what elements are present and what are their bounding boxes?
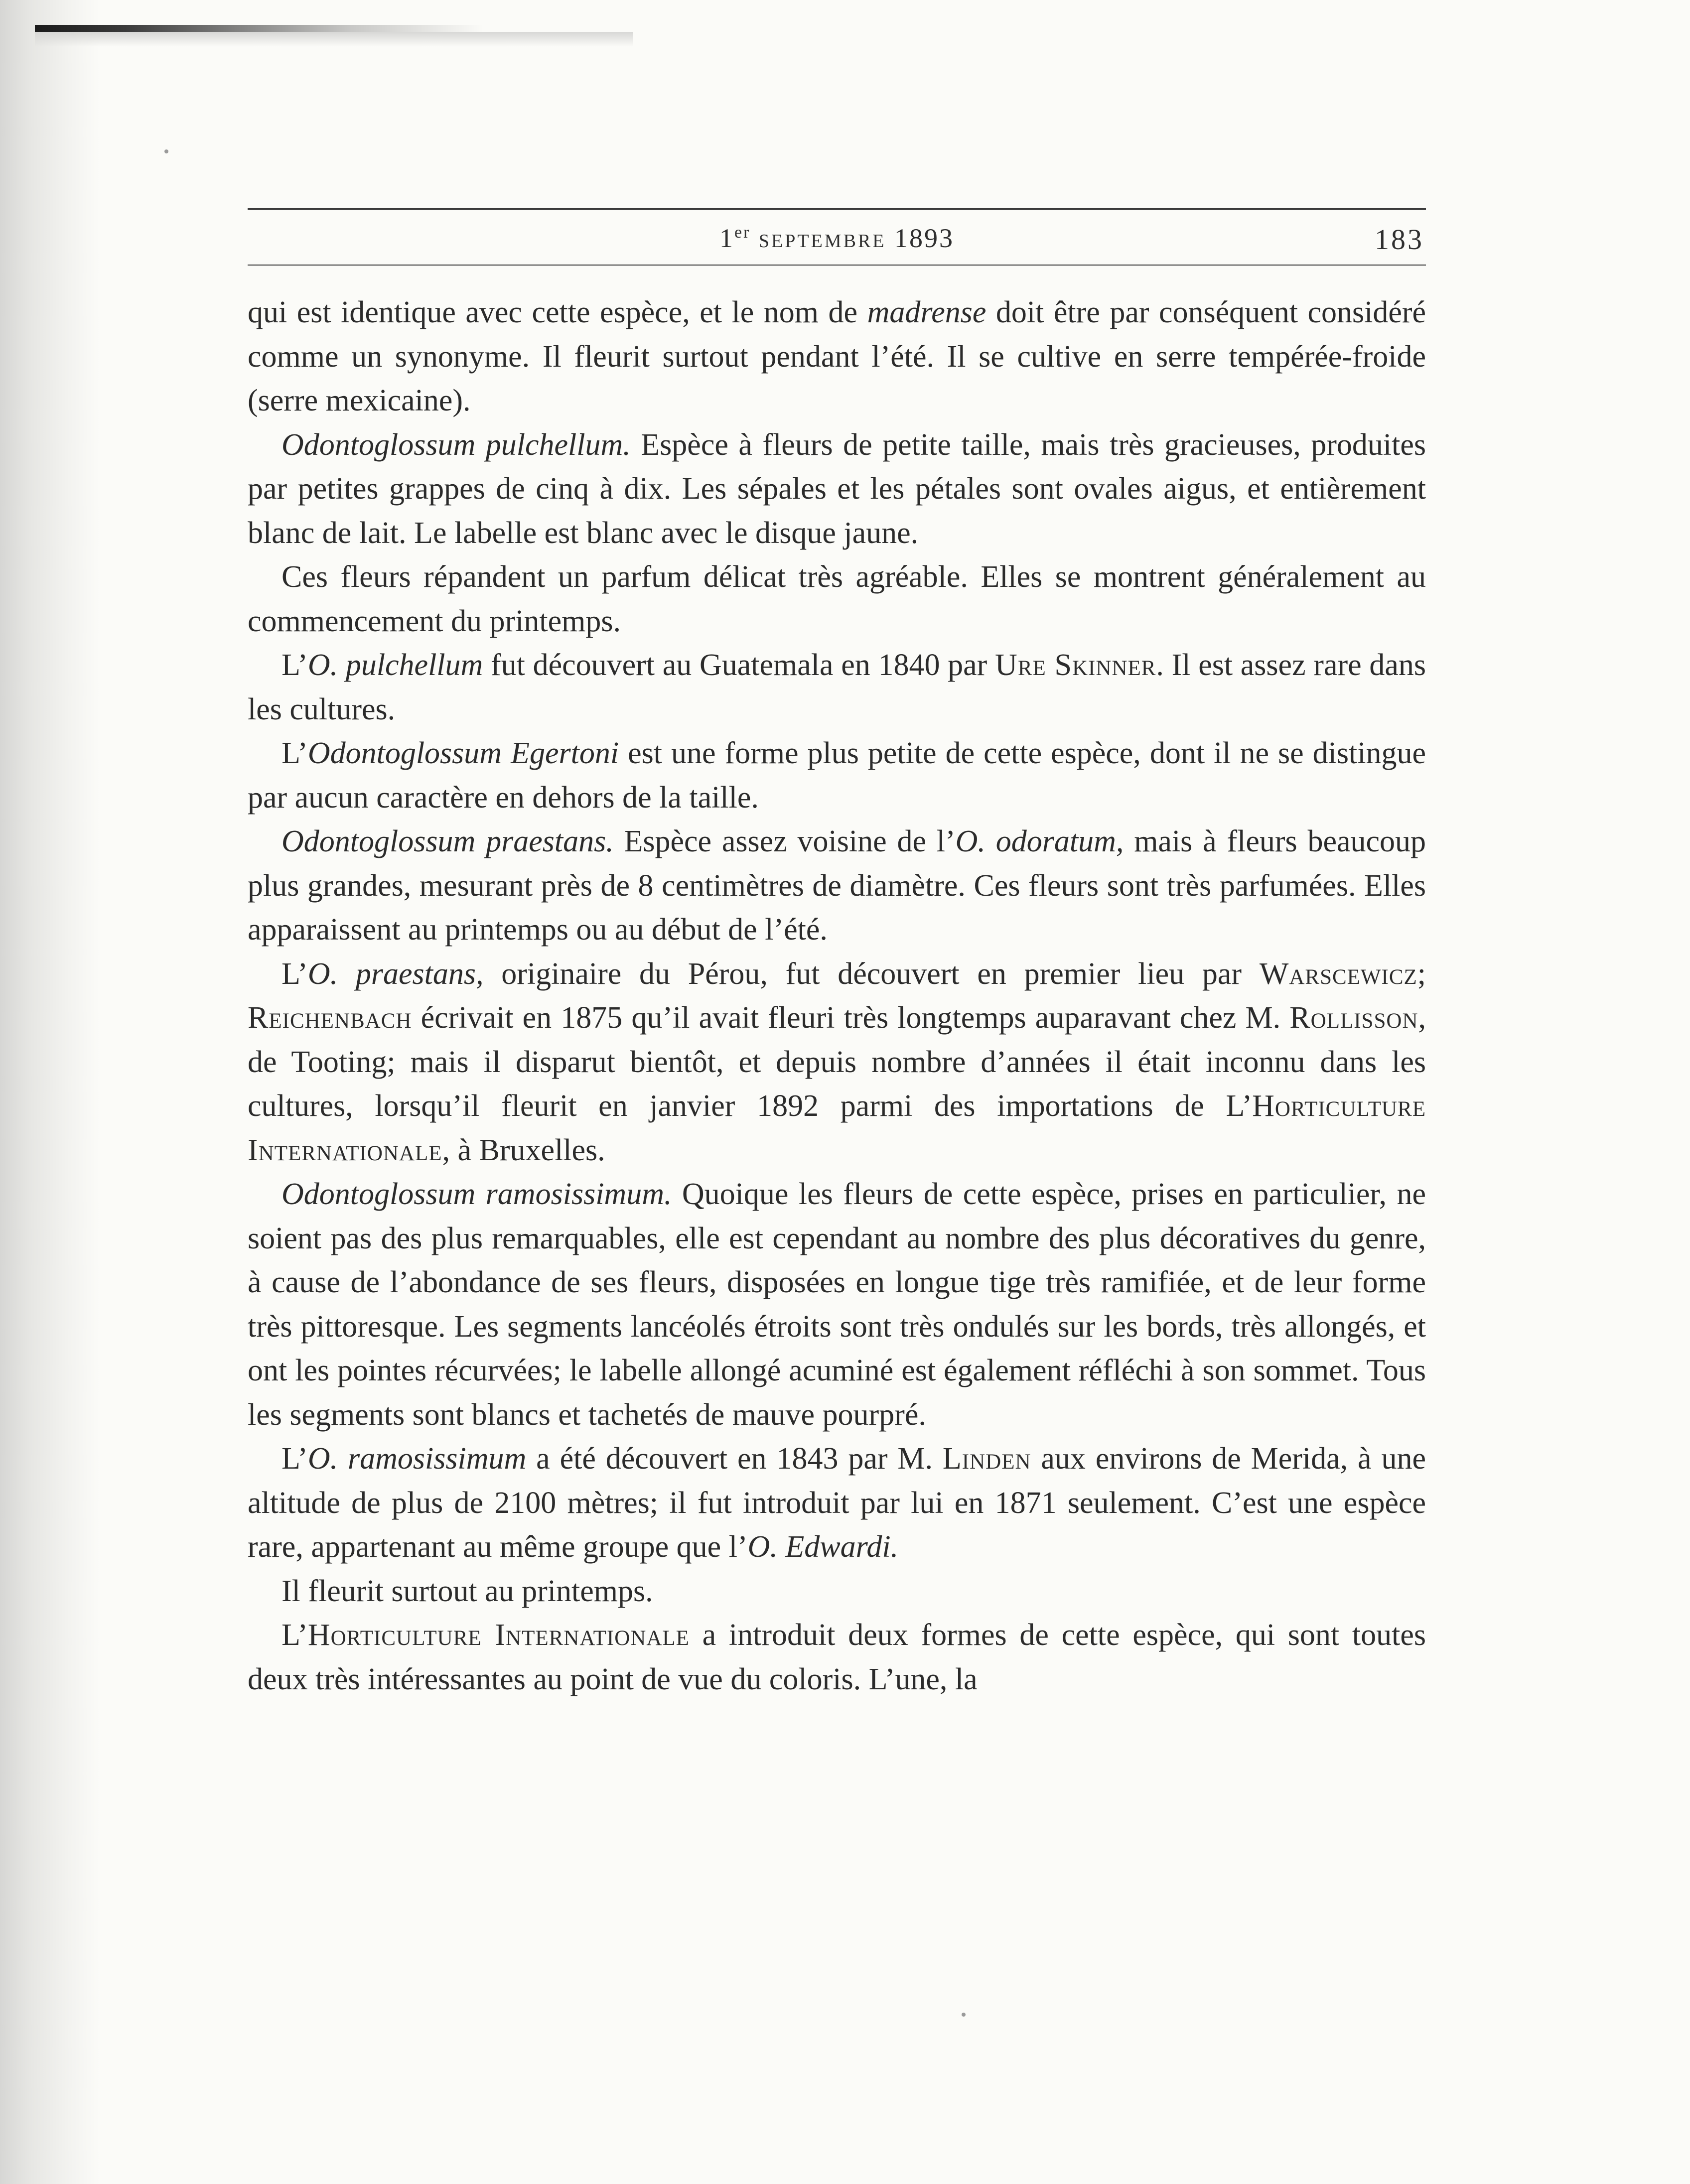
header-rule-bottom (248, 265, 1426, 266)
text-run: a introduit deux formes de cette espèce, qui sont toutes deux très intéressantes au point de vue du coloris. L’une, la (248, 1618, 1426, 1696)
header-date (248, 223, 1426, 254)
italic-text: Odontoglossum ramosissimum. (282, 1177, 672, 1211)
text-run: Ces fleurs répandent un parfum délicat très agréable. Elles se montrent généralement au commencement du printemps. (248, 560, 1426, 638)
header-date-day: 1 (719, 223, 734, 253)
small-caps-name: Horticulture Internationale (248, 1089, 1426, 1167)
paragraph (248, 643, 1426, 731)
text-run: Il fleurit surtout au printemps. (282, 1574, 653, 1608)
paragraph (248, 555, 1426, 643)
italic-text: O. ramosissimum (307, 1442, 527, 1476)
text-run: mais à fleurs beaucoup plus grandes, mesurant près de 8 centimètres de diamètre. Ces fleurs sont très parfumées. Elles apparaissent au printemps ou au début de l’été. (248, 824, 1426, 947)
small-caps-name: Reichenbach (248, 1001, 412, 1035)
text-run: , à Bruxelles. (442, 1133, 605, 1167)
paragraph (248, 1172, 1426, 1437)
italic-text: Odontoglossum pulchellum. (282, 427, 631, 462)
text-run: Espèce assez voisine de l’ (613, 824, 956, 858)
italic-text: madrense (867, 295, 986, 329)
scan-speck (962, 2013, 966, 2017)
text-run: L’ (282, 648, 308, 682)
text-run: doit être par conséquent considéré comme un synonyme. Il fleurit surtout pendant l’été. Il se cultive en serre tempérée-froide (serre mexicaine). (248, 295, 1426, 417)
text-run: , de Tooting; mais il disparut bientôt, et depuis nombre d’années il était inconnu dans les cultures, lorsqu’il fleurit en janvier 1892 parmi des importations de L’ (248, 1001, 1426, 1123)
text-run: Quoique les fleurs de cette espèce, prises en particulier, ne soient pas des plus remarquables, elle est cependant au nombre des plus décoratives du genre, à cause de l’abondance de ses fleurs, disposées en longue tige très ramifiée, et de leur forme très pittoresque. Les segments lancéolés étroits sont très ondulés sur les bords, très allongés, et ont les pointes récurvées; le labelle allongé acuminé est également réfléchi à son sommet. Tous les segments sont blancs et tachetés de mauve pourpré. (248, 1177, 1426, 1432)
text-run: écrivait en 1875 qu’il avait fleuri très longtemps auparavant chez M. (412, 1001, 1290, 1035)
italic-text: O. praestans, (307, 956, 484, 991)
text-run: est une forme plus petite de cette espèce, dont il ne se distingue par aucun caractère en dehors de la taille. (248, 736, 1426, 815)
small-caps-name: Ure Skinner (995, 648, 1156, 682)
small-caps-name: Linden (942, 1442, 1031, 1476)
text-run: originaire du Pérou, fut découvert en premier lieu par (483, 956, 1260, 991)
text-run: L’ (282, 736, 308, 770)
header-date-sup: er (734, 223, 751, 242)
text-run: . Il est assez rare dans les cultures. (248, 648, 1426, 726)
text-run: fut découvert au Guatemala en 1840 par (483, 648, 995, 682)
text-run: L’ (282, 1442, 308, 1476)
paragraph (248, 731, 1426, 819)
paragraph (248, 1437, 1426, 1569)
header-date-month: septembre (758, 223, 886, 253)
small-caps-name: Rollisson (1289, 1001, 1418, 1035)
italic-text: O. odoratum, (955, 824, 1124, 858)
running-head (248, 210, 1426, 265)
scan-edge-shadow (0, 0, 100, 2184)
text-run: L’ (282, 1618, 308, 1652)
italic-text: O. pulchellum (307, 648, 483, 682)
scan-speck (164, 149, 168, 153)
text-run: a été découvert en 1843 par M. (526, 1442, 943, 1476)
scan-binding-shadow (35, 32, 633, 47)
paragraph (248, 1613, 1426, 1701)
small-caps-name: Horticulture Internationale (307, 1618, 690, 1652)
scan-binding-mark (35, 25, 483, 32)
header-date-year: 1893 (894, 223, 955, 253)
page-number: 183 (1375, 223, 1424, 256)
text-run: L’ (282, 956, 308, 991)
paragraph (248, 290, 1426, 423)
paragraph (248, 1569, 1426, 1614)
paragraph (248, 819, 1426, 952)
italic-text: O. Edwardi. (747, 1530, 899, 1564)
book-page (248, 208, 1426, 1701)
italic-text: Odontoglossum Egertoni (307, 736, 619, 770)
italic-text: Odontoglossum praestans. (282, 824, 614, 858)
text-run: Espèce à fleurs de petite taille, mais très gracieuses, produites par petites grappes de cinq à dix. Les sépales et les pétales sont ovales aigus, et entièrement blanc de lait. Le labelle est blanc avec le disque jaune. (248, 427, 1426, 550)
small-caps-name: Warscewicz (1259, 956, 1417, 991)
text-run: qui est identique avec cette espèce, et le nom de (248, 295, 867, 329)
paragraph (248, 952, 1426, 1173)
text-run: aux environs de Merida, à une altitude de plus de 2100 mètres; il fut introduit par lui en 1871 seulement. C’est une espèce rare, appartenant au même groupe que l’ (248, 1442, 1426, 1564)
paragraph (248, 423, 1426, 555)
text-run: ; (1417, 956, 1426, 991)
body-text (248, 290, 1426, 1701)
